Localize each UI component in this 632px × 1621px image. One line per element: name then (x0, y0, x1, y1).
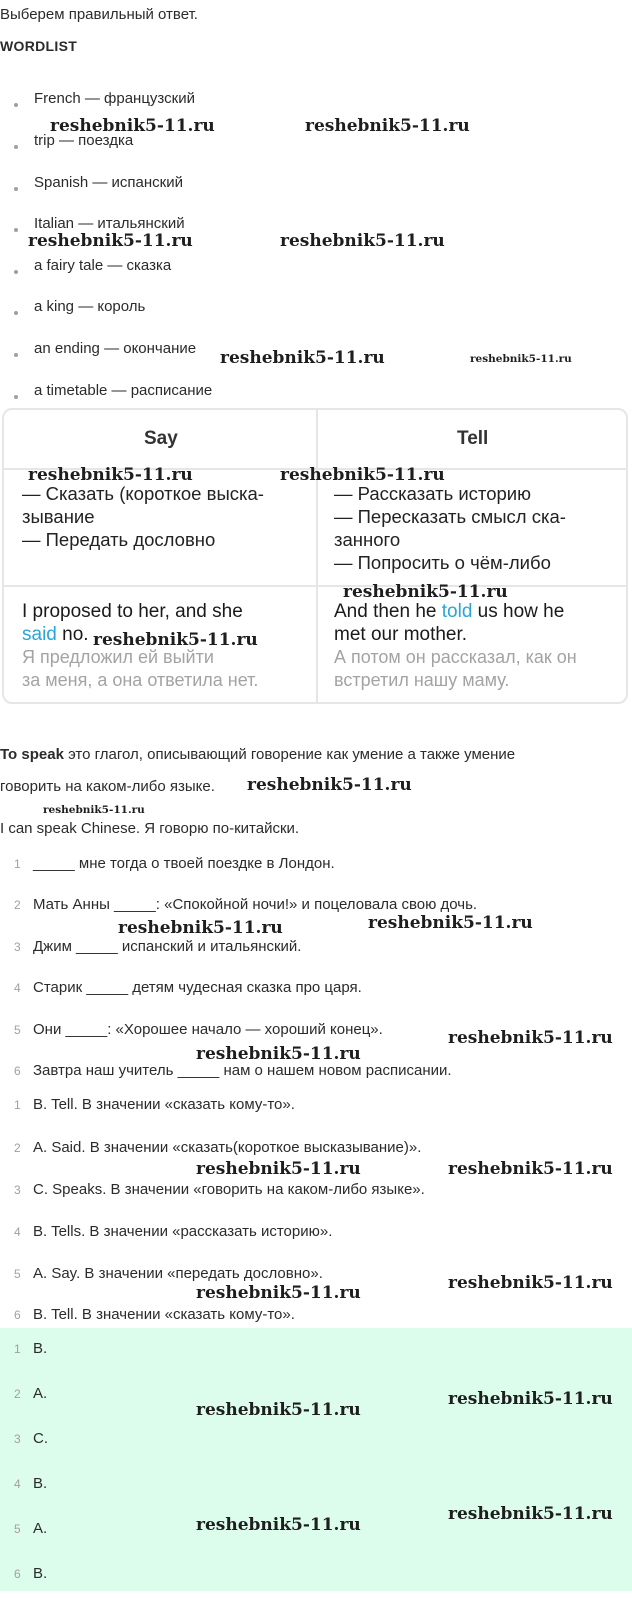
watermark: reshebnik5-11.ru (448, 1273, 613, 1293)
bullet (14, 228, 18, 232)
watermark: reshebnik5-11.ru (470, 353, 572, 365)
wordlist-item: a fairy tale — сказка (34, 257, 172, 274)
watermark: reshebnik5-11.ru (448, 1504, 613, 1524)
tell-uses: — Рассказать историю — Пересказать смысл ска- занного — Попросить о чём-либо (334, 483, 566, 573)
watermark: reshebnik5-11.ru (118, 918, 283, 938)
watermark: reshebnik5-11.ru (343, 582, 508, 602)
question-text: Они _____: «Хорошее начало — хороший конец». (33, 1021, 383, 1038)
watermark: reshebnik5-11.ru (220, 348, 385, 368)
answer-text: A. (33, 1520, 48, 1537)
explanation-text: A. Say. В значении «передать дословно». (33, 1265, 323, 1282)
question-text: Старик _____ детям чудесная сказка про царя. (33, 979, 362, 996)
say-translation: Я предложил ей выйти за меня, а она ответила нет. (22, 647, 259, 690)
wordlist-item: a timetable — расписание (34, 382, 213, 399)
speak-example: I can speak Chinese. Я говорю по-китайски. (0, 820, 300, 837)
bullet (14, 311, 18, 315)
explanation-number: 6 (14, 1308, 21, 1322)
speak-definition: To speak это глагол, описывающий говорение как умение а также умение (0, 746, 516, 763)
wordlist-item: Spanish — испанский (34, 174, 183, 191)
bullet (14, 103, 18, 107)
watermark: reshebnik5-11.ru (247, 775, 412, 795)
answer-number: 4 (14, 1477, 21, 1491)
say-uses: — Сказать (короткое выска- зывание — Передать дословно (22, 483, 264, 550)
explanation-number: 4 (14, 1225, 21, 1239)
highlighted-verb: said (22, 624, 57, 645)
question-number: 2 (14, 898, 21, 912)
watermark: reshebnik5-11.ru (28, 465, 193, 485)
wordlist-item: trip — поездка (34, 132, 134, 149)
answer-text: B. (33, 1340, 48, 1357)
watermark: reshebnik5-11.ru (196, 1044, 361, 1064)
explanation-number: 3 (14, 1183, 21, 1197)
question-number: 5 (14, 1023, 21, 1037)
watermark: reshebnik5-11.ru (28, 231, 193, 251)
explanation-text: B. Tell. В значении «сказать кому-то». (33, 1096, 295, 1113)
tell-example: And then he told us how he met our mother. (334, 601, 565, 645)
wordlist-item: a king — король (34, 298, 146, 315)
watermark: reshebnik5-11.ru (50, 116, 215, 136)
answer-text: C. (33, 1430, 48, 1447)
question-text: Джим _____ испанский и итальянский. (33, 938, 302, 955)
answer-text: B. (33, 1565, 48, 1582)
speak-term: To speak (0, 746, 64, 763)
say-example: I proposed to her, and she said no. (22, 601, 243, 645)
say-tell-table (2, 408, 628, 704)
watermark: reshebnik5-11.ru (93, 630, 258, 650)
watermark: reshebnik5-11.ru (196, 1515, 361, 1535)
watermark: reshebnik5-11.ru (280, 231, 445, 251)
explanation-text: C. Speaks. В значении «говорить на каком-либо языке». (33, 1181, 425, 1198)
watermark: reshebnik5-11.ru (280, 465, 445, 485)
highlighted-verb: told (441, 601, 473, 622)
question-number: 4 (14, 981, 21, 995)
wordlist-heading: WORDLIST (0, 38, 78, 54)
bullet (14, 270, 18, 274)
tell-translation: А потом он рассказал, как он встретил нашу маму. (334, 647, 577, 690)
explanation-number: 2 (14, 1141, 21, 1155)
answer-text: A. (33, 1385, 48, 1402)
watermark: reshebnik5-11.ru (448, 1389, 613, 1409)
question-text: Мать Анны _____: «Спокойной ночи!» и поцеловала свою дочь. (33, 896, 478, 913)
question-text: _____ мне тогда о твоей поездке в Лондон. (33, 855, 335, 872)
question-number: 6 (14, 1064, 21, 1078)
answer-number: 1 (14, 1342, 21, 1356)
answer-number: 6 (14, 1567, 21, 1581)
bullet (14, 187, 18, 191)
watermark: reshebnik5-11.ru (196, 1400, 361, 1420)
watermark: reshebnik5-11.ru (305, 116, 470, 136)
table-header-tell: Tell (457, 428, 489, 449)
table-header-say: Say (144, 428, 178, 449)
bullet (14, 145, 18, 149)
intro-text: Выберем правильный ответ. (0, 6, 198, 23)
explanation-text: B. Tells. В значении «рассказать историю». (33, 1223, 333, 1240)
bullet (14, 353, 18, 357)
table-divider (316, 410, 318, 702)
explanation-number: 1 (14, 1098, 21, 1112)
watermark: reshebnik5-11.ru (448, 1028, 613, 1048)
explanation-text: A. Said. В значении «сказать(короткое высказывание)». (33, 1139, 422, 1156)
watermark: reshebnik5-11.ru (196, 1283, 361, 1303)
wordlist-item: an ending — окончание (34, 340, 197, 357)
answer-number: 5 (14, 1522, 21, 1536)
watermark: reshebnik5-11.ru (43, 804, 145, 816)
wordlist-item: French — французский (34, 90, 195, 107)
answer-number: 2 (14, 1387, 21, 1401)
speak-definition-line2: говорить на каком-либо языке. (0, 778, 215, 795)
table-divider (4, 585, 626, 587)
question-number: 3 (14, 940, 21, 954)
question-number: 1 (14, 857, 21, 871)
wordlist-item: Italian — итальянский (34, 215, 185, 232)
watermark: reshebnik5-11.ru (368, 913, 533, 933)
explanation-text: B. Tell. В значении «сказать кому-то». (33, 1306, 295, 1323)
answers-block (0, 1328, 632, 1591)
watermark: reshebnik5-11.ru (196, 1159, 361, 1179)
explanation-number: 5 (14, 1267, 21, 1281)
answer-text: B. (33, 1475, 48, 1492)
answer-number: 3 (14, 1432, 21, 1446)
question-text: Завтра наш учитель _____ нам о нашем новом расписании. (33, 1062, 452, 1079)
watermark: reshebnik5-11.ru (448, 1159, 613, 1179)
bullet (14, 395, 18, 399)
